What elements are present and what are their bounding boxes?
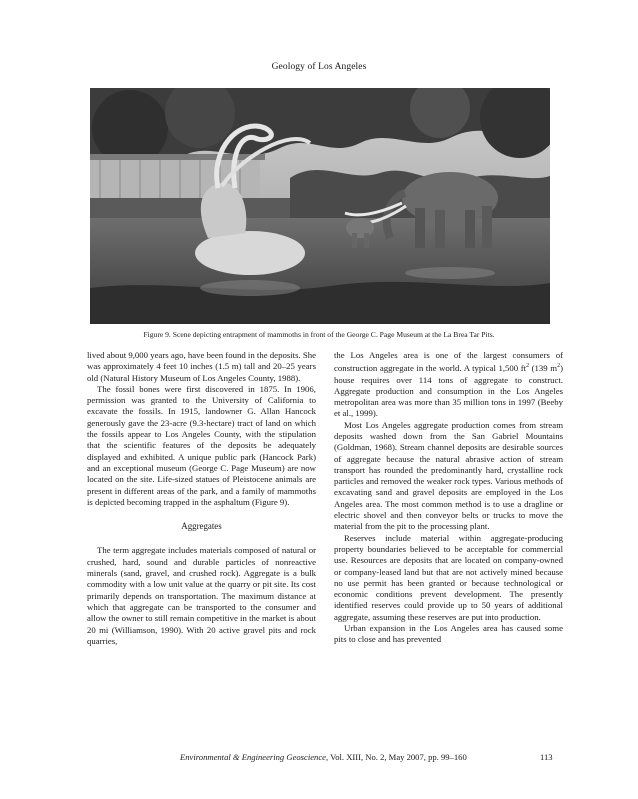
- left-column: [87, 350, 316, 647]
- paragraph: Urban expansion in the Los Angeles area has caused some pits to close and has prevented: [334, 623, 563, 645]
- mammoth-scene-image: [90, 88, 550, 324]
- superscript: 2: [526, 363, 530, 370]
- paragraph: Most Los Angeles aggregate production comes from stream deposits washed down from the San Gabriel Mountains (Goldman, 1968). Stream channel deposits are desirable sources of aggregate because the natural abrasive action of stream transport has rounded the predominantly hard, crystalline rock particles and removed the weaker rock types. Various methods of excavating sand and gravel deposits are employed in the Los Angeles area. The most common method is to use a dragline or electric shovel and then conveyor belts or trucks to move the material from the pit to the processing plant.: [334, 419, 563, 532]
- paragraph: Reserves include material within aggregate-producing property boundaries believed to be acceptable for commercial use. Resources are deposits that are located on company-owned or company-leased land but that are not actively mined because no use permit has been granted or because technological or economic conditions prevent development. The presently identified reserves could provide up to 50 years of additional aggregate, assuming these reserves are put into production.: [334, 532, 563, 622]
- paragraph: lived about 9,000 years ago, have been found in the deposits. She was approximately 4 feet 10 inches (1.5 m) tall and 20–25 years old (Natural History Museum of Los Angeles County, 1988).: [87, 350, 316, 383]
- paragraph: The term aggregate includes materials composed of natural or crushed, hard, sound and durable particles of nonreactive minerals (sand, gravel, and crushed rock). Aggregate is a bulk commodity with a low unit value at the quarry or pit site. Its cost primarily depends on transportation. The maximum distance at which that aggregate can be transported to the consumer and allow the owner to still remain competitive in the market is about 20 mi (Williamson, 1990). With 20 active gravel pits and rock quarries,: [87, 545, 316, 646]
- paragraph: the Los Angeles area is one of the largest consumers of construction aggregate in the world. A typical 1,500 $ft^2$ (139 $m^2$) house requires over 114 tons of aggregate to construct. Aggregate production and consumption in the Los Angeles metropolitan area was more than 35 million tons in 1997 (Beeby et al., 1999).: [334, 350, 563, 419]
- section-heading: Aggregates: [181, 521, 222, 532]
- figure-photo: [90, 88, 550, 324]
- journal-citation: Environmental & Engineering Geoscience, Vol. XIII, No. 2, May 2007, pp. 99–160: [180, 752, 467, 762]
- superscript: 2: [557, 363, 561, 370]
- right-column: [334, 350, 563, 646]
- paragraph: The fossil bones were first discovered in 1875. In 1906, permission was granted to the University of California to excavate the fossils. In 1915, landowner G. Allan Hancock generously gave the 23-acre (9.3-hectare) tract of land on which the fossils appear to Los Angeles County, with the stipulation that the scientific features of the deposits be adequately displayed and exhibited. A unique public park (Hancock Park) and an exceptional museum (George C. Page Museum) are now located on the site. Life-sized statues of Pleistocene animals are present in different areas of the park, and a family of mammoths is depicted becoming trapped in the asphaltum (Figure 9).: [87, 383, 316, 507]
- running-header: Geology of Los Angeles: [271, 62, 367, 72]
- page-number: 113: [540, 752, 553, 762]
- figure-caption: Figure 9. Scene depicting entrapment of mammoths in front of the George C. Page Museum at the La Brea Tar Pits.: [143, 330, 495, 339]
